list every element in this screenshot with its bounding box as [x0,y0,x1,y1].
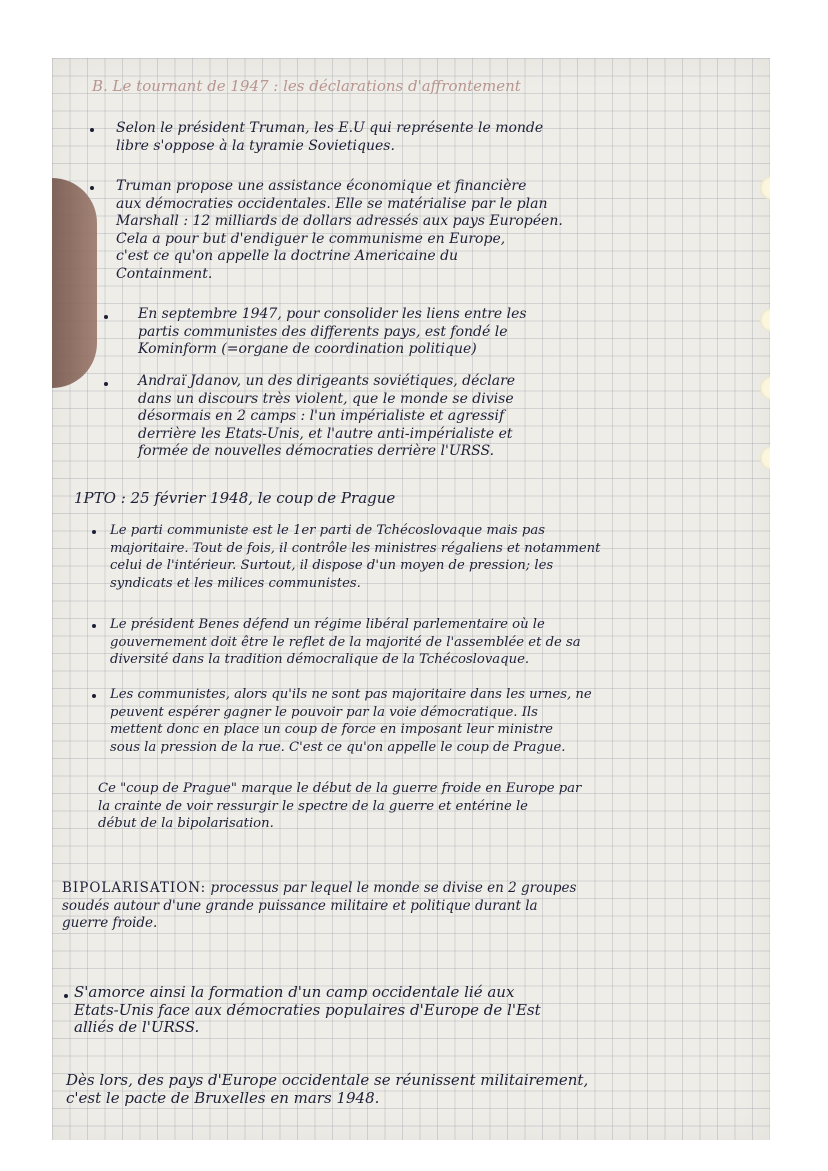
note-truman-2: Truman propose une assistance économique et financière aux démocraties occidentales. Elle se matérialise par le plan Marshall : 12 milliards de dollars adressés aux pays Européen. Cela a pour but d'endiguer le communisme en Europe, c'est ce qu'on appelle la doctrine Americaine du Containment. [116,178,563,282]
bullet [104,315,108,319]
binder-hole [760,376,770,400]
notebook-page [52,58,770,1140]
definition-bipolarisation [62,880,576,933]
binder-hole [760,176,770,200]
bullet [92,624,96,628]
bullet [90,186,94,190]
binder-hole [760,446,770,470]
note-jdanov: Andraï Jdanov, un des dirigeants soviétiques, déclare dans un discours très violent, que le monde se divise désormais en 2 camps : l'un impérialiste et agressif derrière les Etats-Unis, et l'autre anti-impérialiste et formée de nouvelles démocraties derrière l'URSS. [138,373,516,459]
note-camp-occidental: S'amorce ainsi la formation d'un camp occidentale lié aux Etats-Unis face aux démocraties populaires d'Europe de l'Est alliés de l'URSS. [74,983,541,1036]
note-benes: Le président Benes défend un régime libéral parlementaire où le gouvernement doit être le reflet de la majorité de l'assemblée et de sa diversité dans la tradition démocralique de la Tchécoslovaque. [110,617,581,667]
note-parti-communiste: Le parti communiste est le 1er parti de Tchécoslovaque mais pas majoritaire. Tout de fois, il contrôle les ministres régaliens et notamment celui de l'intérieur. Surtout, il dispose d'un moyen de pression; les syndicats et les milices communistes. [110,523,601,591]
bullet [64,994,68,998]
note-pacte-bruxelles: Dès lors, des pays d'Europe occidentale se réunissent militairement, c'est le pacte de Bruxelles en mars 1948. [66,1071,589,1107]
bullet [104,382,108,386]
section-b-heading: B. Le tournant de 1947 : les déclarations d'affrontement [92,77,521,95]
definition-text: processus par lequel le monde se divise en 2 groupes soudés autour d'une grande puissance militaire et politique durant la guerre froide. [62,880,577,931]
bullet [90,128,94,132]
note-prague-conclusion: Ce "coup de Prague" marque le début de la guerre froide en Europe par la crainte de voir ressurgir le spectre de la guerre et entérine le début de la bipolarisation. [98,781,582,831]
note-truman-1: Selon le président Truman, les E.U qui représente le monde libre s'oppose à la tyramie Sovietiques. [116,120,544,154]
definition-term: BIPOLARISATION: [62,880,207,896]
bullet [92,694,96,698]
binder-hole [760,308,770,332]
prague-heading: 1PTO : 25 février 1948, le coup de Prague [74,489,396,507]
finger-shadow [52,178,97,388]
bullet [92,530,96,534]
note-kominform: En septembre 1947, pour consolider les liens entre les partis communistes des differents pays, est fondé le Kominform (=organe de coordination politique) [138,306,527,357]
note-communistes: Les communistes, alors qu'ils ne sont pas majoritaire dans les urnes, ne peuvent espérer gagner le pouvoir par la voie démocratique. Ils mettent donc en place un coup de force en imposant leur ministre sous la pression de la rue. C'est ce qu'on appelle le coup de Prague. [110,687,592,755]
